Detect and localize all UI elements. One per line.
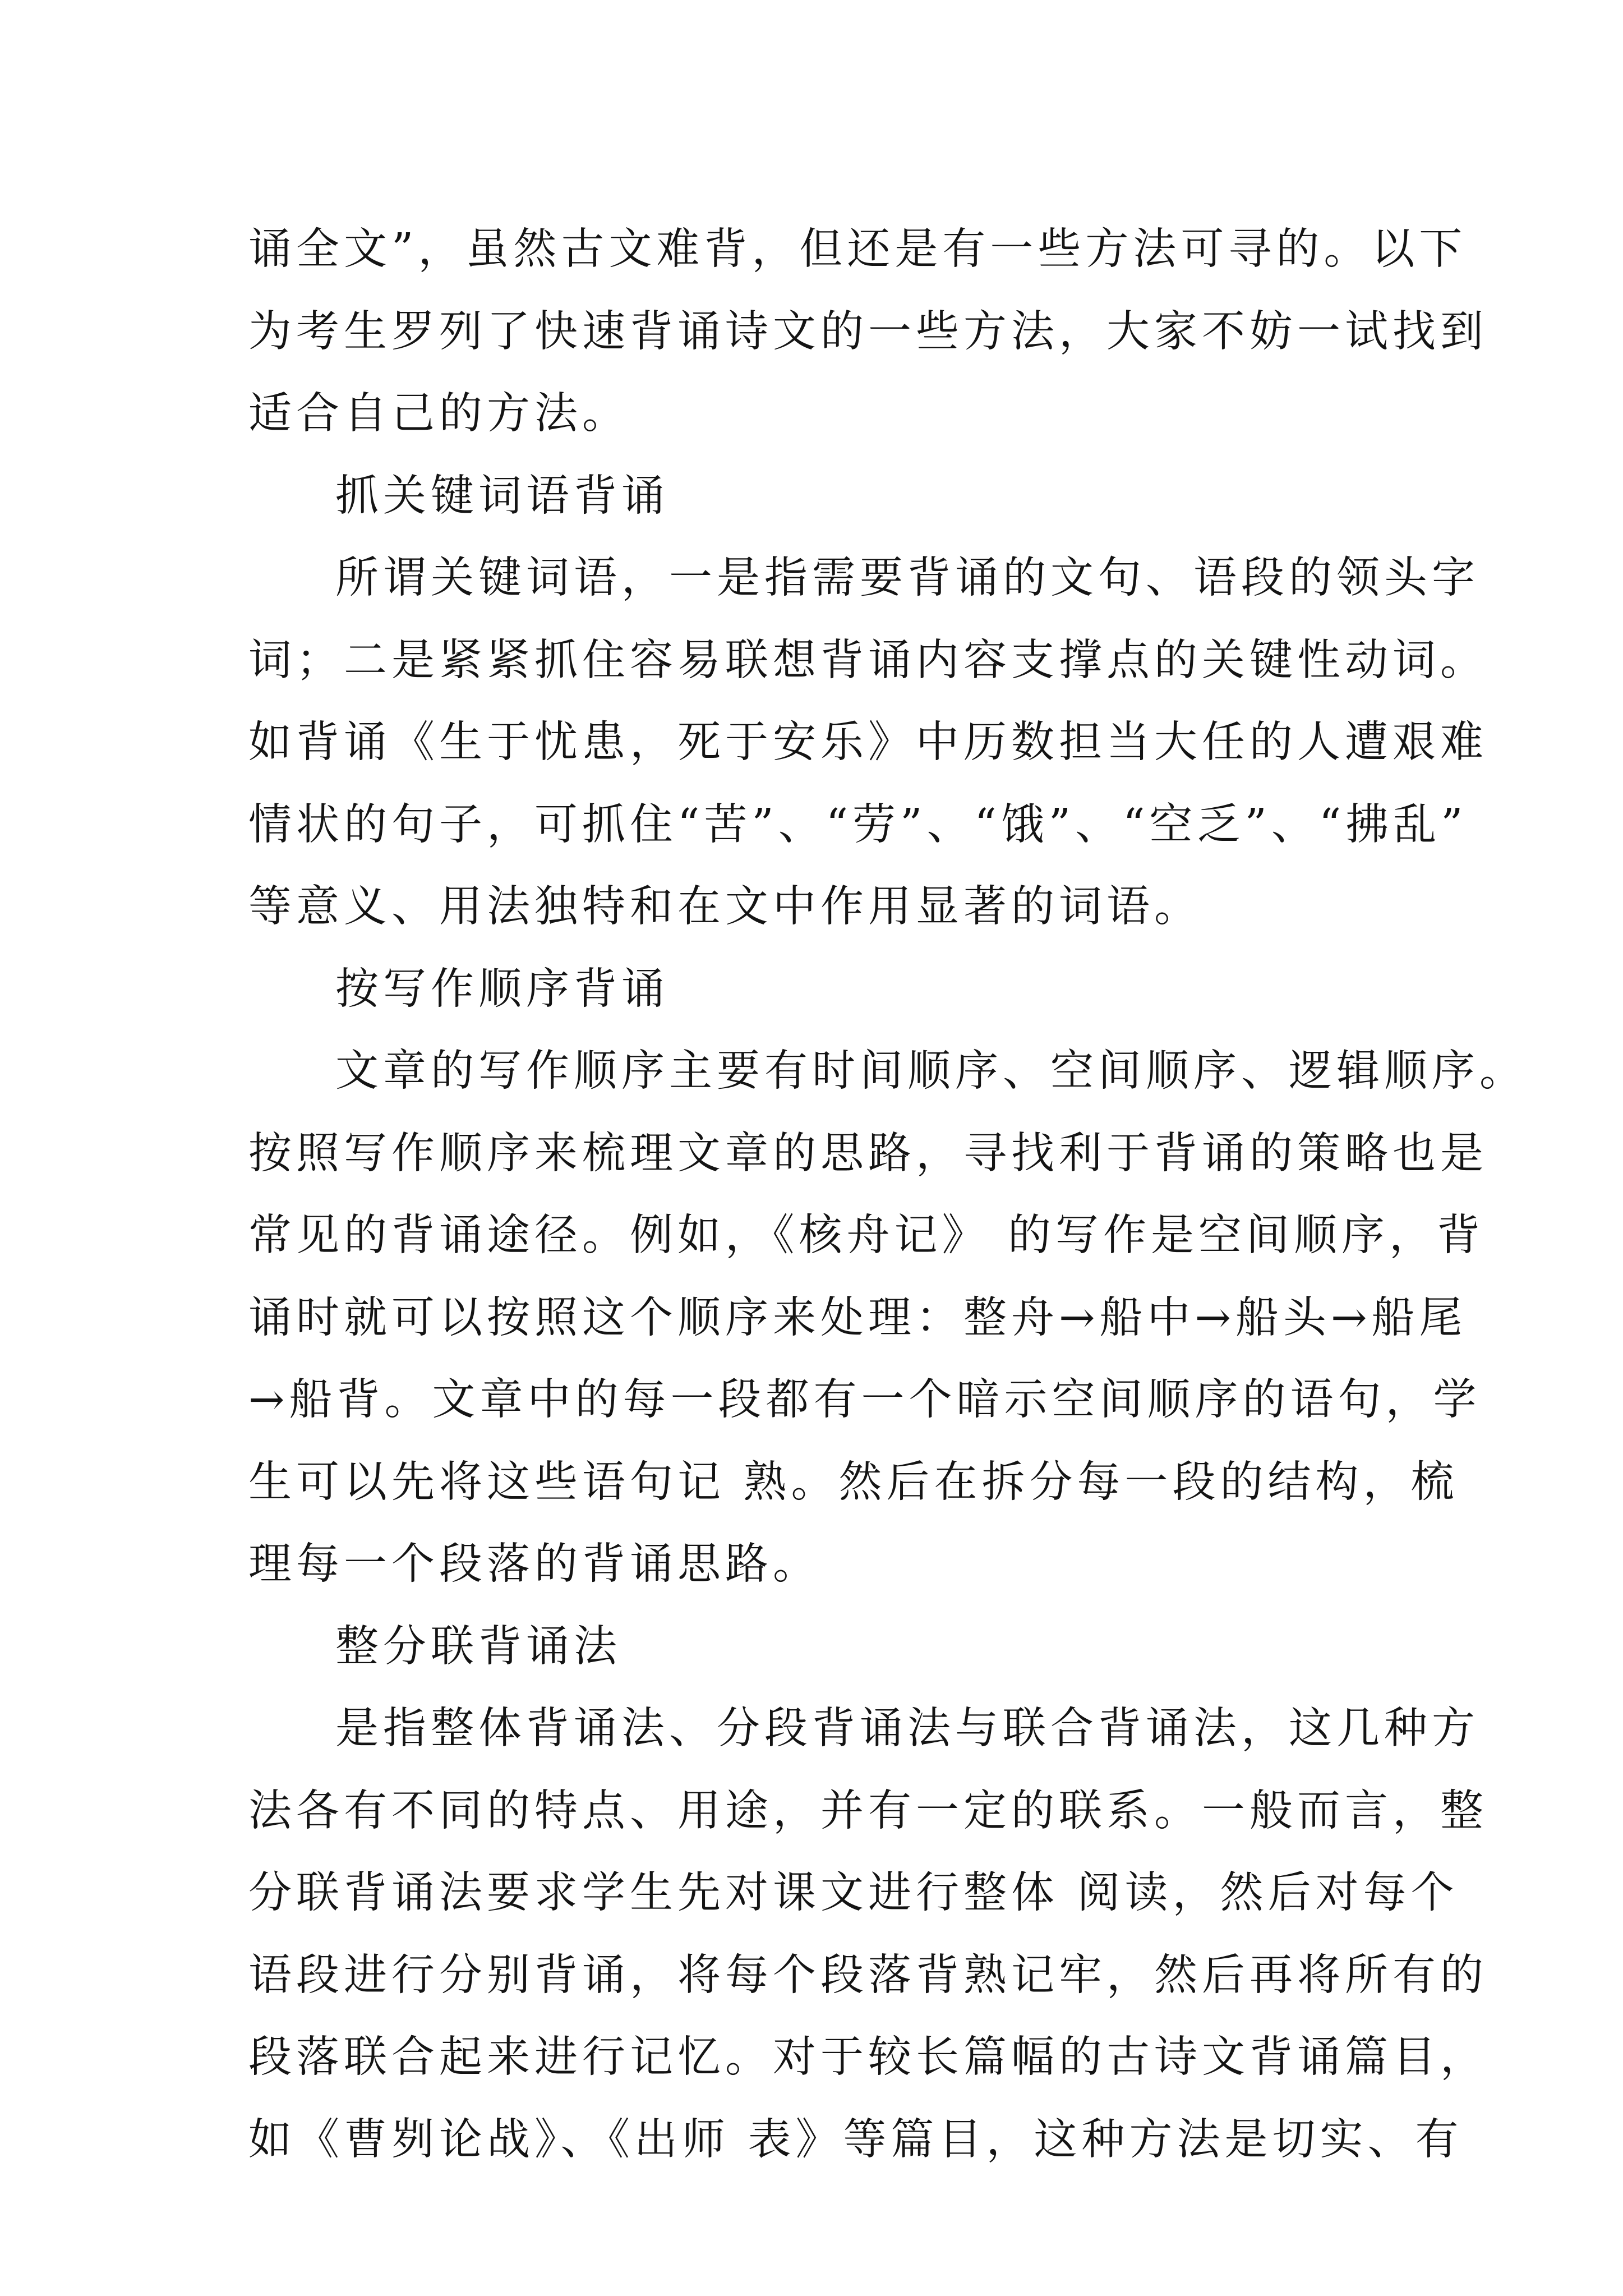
text-line: 理每一个段落的背诵思路。 <box>248 1539 820 1589</box>
text-line: 文章的写作顺序主要有时间顺序、空间顺序、逻辑顺序。 <box>335 1046 1527 1096</box>
text-line: 如《曹刿论战》、《出师 表》等篇目，这种方法是切实、有 <box>248 2114 1463 2165</box>
text-line: 常见的背诵途径。例如，《核舟记》 的写作是空间顺序，背 <box>248 1211 1484 1260</box>
text-line: 词；二是紧紧抓住容易联想背诵内容支撑点的关键性动词。 <box>248 635 1488 685</box>
text-line: 诵全文”，虽然古文难背，但还是有一些方法可寻的。以下 <box>248 224 1467 274</box>
section-heading: 抓关键词语背诵 <box>335 471 669 521</box>
text-line: 诵时就可以按照这个顺序来处理：整舟→船中→船头→船尾 <box>248 1292 1467 1343</box>
text-line: 分联背诵法要求学生先对课文进行整体 阅读，然后对每个 <box>248 1868 1459 1918</box>
text-line: 适合自己的方法。 <box>248 389 630 439</box>
text-line: 按照写作顺序来梳理文章的思路，寻找利于背诵的策略也是 <box>248 1128 1488 1179</box>
text-line: 生可以先将这些语句记 熟。然后在拆分每一段的结构，梳 <box>248 1457 1459 1507</box>
text-line: 语段进行分别背诵，将每个段落背熟记牢，然后再将所有的 <box>248 1950 1488 2000</box>
text-line: 如背诵《生于忧患，死于安乐》中历数担当大任的人遭艰难 <box>248 717 1488 767</box>
text-line: →船背。文章中的每一段都有一个暗示空间顺序的语句，学 <box>248 1375 1481 1425</box>
text-line: 为考生罗列了快速背诵诗文的一些方法，大家不妨一试找到 <box>248 306 1488 357</box>
text-line: 所谓关键词语，一是指需要背诵的文句、语段的领头字 <box>335 553 1479 603</box>
section-heading: 按写作顺序背诵 <box>335 964 669 1014</box>
text-line: 是指整体背诵法、分段背诵法与联合背诵法，这几种方 <box>335 1704 1479 1754</box>
text-line: 段落联合起来进行记忆。对于较长篇幅的古诗文背诵篇目， <box>248 2032 1488 2082</box>
text-line: 等意义、用法独特和在文中作用显著的词语。 <box>248 882 1202 932</box>
text-line: 法各有不同的特点、用途，并有一定的联系。一般而言，整 <box>248 1786 1488 1836</box>
text-line: 情状的句子，可抓住“苦”、“劳”、“饿”、“空乏”、“拂乱” <box>248 799 1468 850</box>
document-body <box>248 209 1527 2181</box>
section-heading: 整分联背诵法 <box>335 1621 621 1672</box>
